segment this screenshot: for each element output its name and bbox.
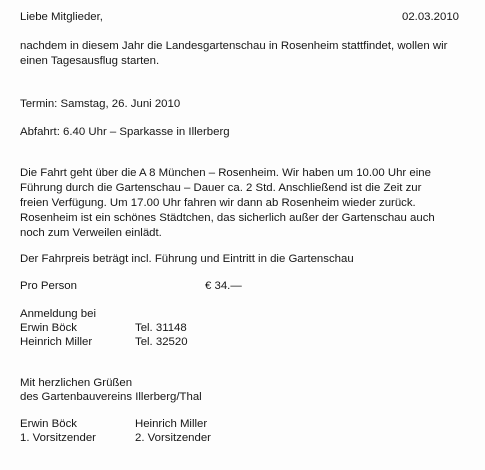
salutation: Liebe Mitglieder, [20, 11, 103, 23]
price-label: Pro Person [20, 280, 77, 292]
contact-phone: Tel. 31148 [135, 322, 187, 334]
body-line-3: freien Verfügung. Um 17.00 Uhr fahren wir dann ab Rosenheim wieder zurück. [20, 197, 416, 209]
contact-name: Heinrich Miller [20, 336, 93, 348]
signatory-name: Erwin Böck [20, 418, 77, 430]
signatory-role: 1. Vorsitzender [20, 432, 96, 444]
event-date: Termin: Samstag, 26. Juni 2010 [20, 98, 181, 110]
registration-heading: Anmeldung bei [20, 308, 96, 320]
closing-line-1: Mit herzlichen Grüßen [20, 377, 133, 389]
price-value: € 34.— [205, 280, 242, 292]
departure-info: Abfahrt: 6.40 Uhr – Sparkasse in Illerberg [20, 126, 230, 138]
body-line-4: Rosenheim ist ein schönes Städtchen, das sicherlich außer der Gartenschau auch [20, 212, 435, 224]
signatory-role: 2. Vorsitzender [135, 432, 211, 444]
contact-phone: Tel. 32520 [135, 336, 188, 348]
intro-line-1: nachdem in diesem Jahr die Landesgartenschau in Rosenheim stattfindet, wollen wir [20, 40, 448, 52]
closing-line-2: des Gartenbauvereins Illerberg/Thal [20, 391, 202, 403]
fare-text: Der Fahrpreis beträgt incl. Führung und Eintritt in die Gartenschau [20, 253, 354, 265]
body-line-5: noch zum Verweilen einlädt. [20, 227, 162, 239]
signatory-name: Heinrich Miller [135, 418, 208, 430]
body-line-2: Führung durch die Gartenschau – Dauer ca. 2 Std. Anschließend ist die Zeit zur [20, 182, 422, 194]
contact-name: Erwin Böck [20, 322, 77, 334]
intro-line-2: einen Tagesausflug starten. [20, 55, 160, 67]
letter-date: 02.03.2010 [402, 11, 460, 23]
body-line-1: Die Fahrt geht über die A 8 München – Rosenheim. Wir haben um 10.00 Uhr eine [20, 167, 431, 179]
